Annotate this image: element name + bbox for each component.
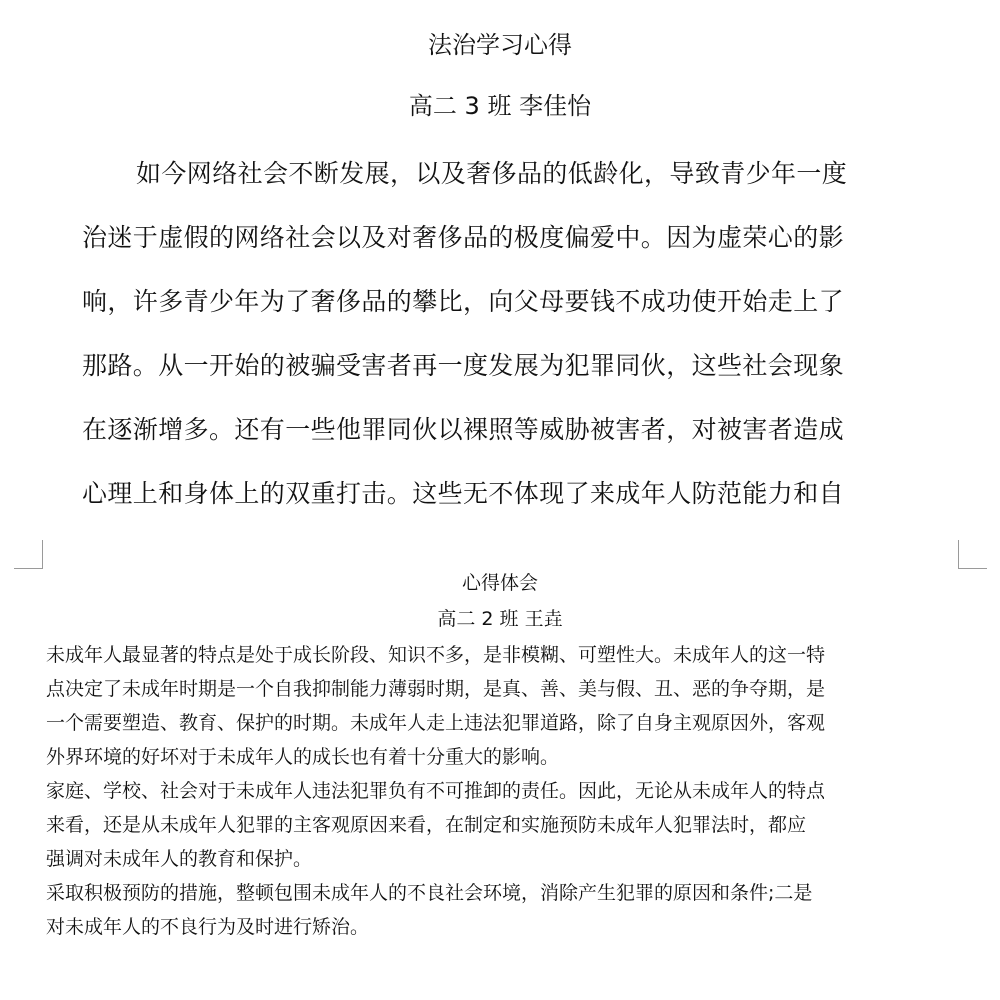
paragraph-line: 来看，还是从未成年人犯罪的主客观原因来看，在制定和实施预防未成年人犯罪法时，都应 xyxy=(46,814,807,836)
paragraph-line: 对未成年人的不良行为及时进行矫治。 xyxy=(46,916,370,938)
essay-title: 法治学习心得 xyxy=(428,31,572,59)
essay-line: 治迷于虚假的网络社会以及对奢侈品的极度偏爱中。因为虚荣心的影 xyxy=(82,223,845,252)
essay-line: 在逐渐增多。还有一些他罪同伙以裸照等威胁被害者，对被害者造成 xyxy=(82,415,845,444)
paragraph-line: 家庭、学校、社会对于未成年人违法犯罪负有不可推卸的责任。因此，无论从未成年人的特点 xyxy=(46,780,826,802)
essay-line: 响，许多青少年为了奢侈品的攀比，向父母要钱不成功使开始走上了 xyxy=(82,287,845,316)
essay-line: 心理上和身体上的双重打击。这些无不体现了来成年人防范能力和自 xyxy=(82,479,845,508)
paragraph-line: 采取积极预防的措施，整顿包围未成年人的不良社会环境，消除产生犯罪的原因和条件;二是 xyxy=(46,882,813,904)
essay-line: 如今网络社会不断发展，以及奢侈品的低龄化，导致青少年一度 xyxy=(136,159,848,188)
essay-line: 那路。从一开始的被骗受害者再一度发展为犯罪同伙，这些社会现象 xyxy=(82,351,845,380)
reflection-title: 心得体会 xyxy=(461,572,538,594)
paragraph-line: 强调对未成年人的教育和保护。 xyxy=(46,848,313,870)
reflection-author: 高二 2 班 王垚 xyxy=(437,608,563,630)
paragraph-line: 外界环境的好坏对于未成年人的成长也有着十分重大的影响。 xyxy=(46,746,560,768)
essay-author: 高二 3 班 李佳怡 xyxy=(408,92,592,120)
paragraph-line: 一个需要塑造、教育、保护的时期。未成年人走上违法犯罪道路，除了自身主观原因外，客观 xyxy=(46,712,826,734)
paragraph-line: 点决定了未成年时期是一个自我抑制能力薄弱时期，是真、善、美与假、丑、恶的争夺期，是 xyxy=(46,678,826,700)
document-page-2 xyxy=(0,560,1000,1000)
paragraph-line: 未成年人最显著的特点是处于成长阶段、知识不多，是非模糊、可塑性大。未成年人的这一特 xyxy=(46,644,826,666)
